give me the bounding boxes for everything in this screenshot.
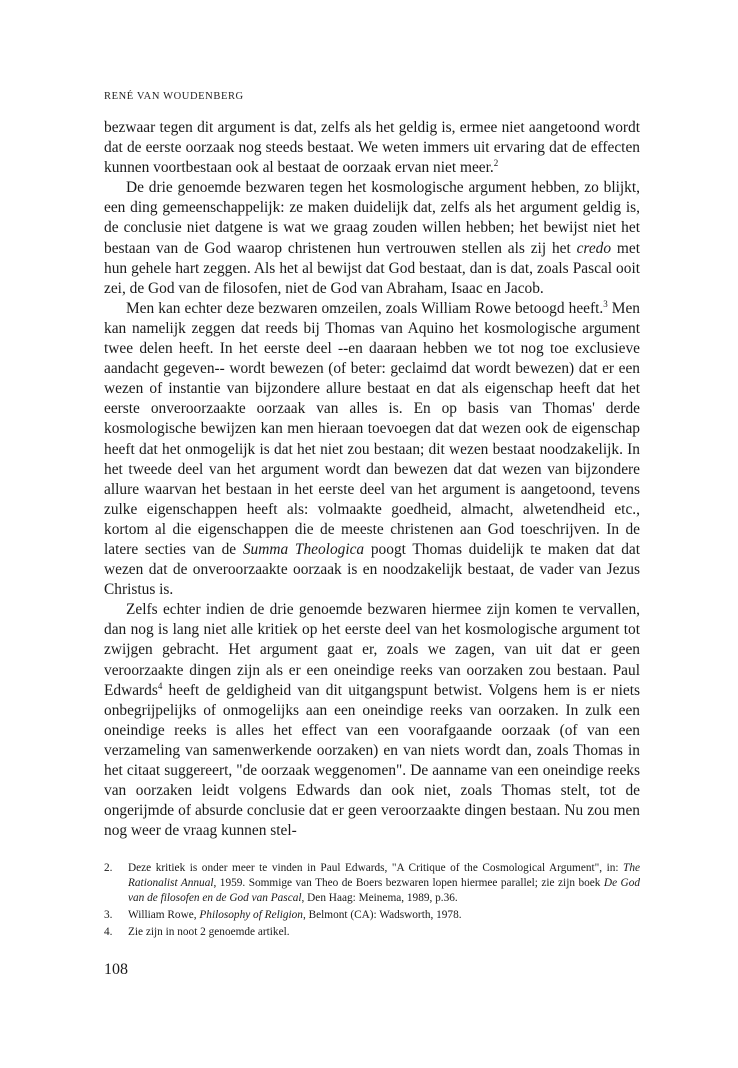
- paragraph-text: Men kan namelijk zeggen dat reeds bij Thomas van Aquino het kosmologische argument twee delen heeft. In het eerste deel --en daaraan hebben we tot nog toe exclusieve aandacht gegeven-- wordt bewezen (of beter: geclaimd dat wordt bewezen) dat er een wezen of instantie van bijzondere allure bestaat en dat als eigenschap heeft dat het eerste onveroorzaakte oorzaak van alles is. En op basis van Thomas' derde kosmologische bewijzen kan men hieraan toevoegen dat dat wezen ook de eigenschap heeft dat het onmogelijk is dat het niet zou bestaan; dit wezen bestaat noodzakelijk. In het tweede deel van het argument wordt dan bewezen dat dat wezen van bijzondere allure waarvan het bestaan in het eerste deel van het argument is aangetoond, tevens zulke eigenschappen heeft als: volmaakte goedheid, almacht, alwetendheid etc., kortom al die eigenschappen die de meeste christenen aan God toeschrijven. In de latere secties van de: [104, 299, 641, 558]
- paragraph-text: De drie genoemde bezwaren tegen het kosmologische argument hebben, zo blijkt, een ding gemeenschappelijk: ze maken duidelijk dat, zelfs als het argument geldig is, de conclusie niet datgene is wat we graag zouden willen hebben; het bewijst niet het bestaan van de God waarop christenen hun vertrouwen stellen als zij het: [104, 179, 640, 257]
- footnote-fragment: , Belmont (CA): Wadsworth, 1978.: [302, 909, 462, 921]
- footnote-ref-2[interactable]: 2: [493, 158, 499, 169]
- footnote-ref-4[interactable]: 4: [157, 680, 163, 691]
- footnote-fragment: Deze kritiek is onder meer te vinden in Paul Edwards, "A Critique of the Cosmological Argument", in:: [128, 862, 624, 874]
- paragraph-text: Men kan echter deze bezwaren omzeilen, zoals William Rowe betoogd heeft.: [126, 299, 604, 317]
- footnote-number: 2.: [104, 862, 113, 874]
- italic-title-summa: Summa Theologica: [242, 540, 365, 558]
- footnote-fragment: , Den Haag: Meinema, 1989, p.36.: [301, 892, 458, 904]
- paragraph-2: [104, 178, 640, 299]
- running-head: RENÉ VAN WOUDENBERG: [104, 91, 244, 102]
- footnote-italic: The Rationalist Annual: [128, 862, 640, 889]
- footnote-ref-3[interactable]: 3: [603, 298, 608, 309]
- footnote-fragment: Zie zijn in noot 2 genoemde artikel.: [128, 926, 290, 938]
- page-number: 108: [104, 961, 128, 978]
- footnote-4: [104, 925, 640, 940]
- footnote-text: [128, 908, 640, 923]
- body-text: [104, 118, 640, 841]
- paragraph-text: met hun gehele hart zeggen. Als het al bewijst dat God bestaat, dan is dat, zoals Pascal ooit zei, de God van de filosofen, niet de God van Abraham, Isaac en Jacob.: [104, 239, 640, 297]
- footnote-number: 4.: [104, 926, 113, 938]
- footnote-2: [104, 861, 640, 906]
- paragraph-text: heeft de geldigheid van dit uitgangspunt betwist. Volgens hem is er niets onbegrijpelijks of onmogelijks aan een oneindige reeks van oorzaken. In zulk een oneindige reeks is alles het effect van een voorafgaande oorzaak (of van een verzameling van samenwerkende oorzaken) en van niets wordt dan, zoals Thomas in het citaat suggereert, "de oorzaak weggenomen". De aanname van een oneindige reeks van oorzaken leidt volgens Edwards dan ook niet, zoals Thomas stelt, tot de ongerijmde of absurde conclusie dat er geen veroorzaakte dingen bestaan. Nu zou men nog weer de vraag kunnen stel-: [104, 681, 640, 840]
- paragraph-text: poogt Thomas duidelijk te maken dat dat wezen dat de onveroorzaakte oorzaak is en noodzakelijk bestaat, de vader van Jezus Christus is.: [104, 540, 641, 599]
- footnote-fragment: , 1959. Sommige van Theo de Boers bezwaren lopen hiermee parallel; zie zijn boek: [213, 877, 604, 889]
- italic-term-credo: credo: [576, 239, 612, 257]
- footnote-number: 3.: [104, 909, 113, 921]
- paragraph-1: [104, 118, 640, 178]
- footnote-fragment: William Rowe,: [128, 909, 200, 921]
- paragraph-4: [104, 600, 640, 841]
- paragraph-text: bezwaar tegen dit argument is dat, zelfs als het geldig is, ermee niet aangetoond wordt dat de eerste oorzaak nog steeds bestaat. We weten immers uit ervaring dat de effecten kunnen voortbestaan ook al bestaat de oorzaak ervan niet meer.: [104, 119, 640, 177]
- paragraph-text: Zelfs echter indien de drie genoemde bezwaren hiermee zijn komen te vervallen, dan nog is lang niet alle kritiek op het eerste deel van het kosmologische argument tot zwijgen gebracht. Het argument gaat er, zoals we zagen, van uit dat er geen veroorzaakte dingen zijn als er een oneindige reeks van oorzaken zou bestaan. Paul Edwards: [104, 601, 640, 699]
- footnote-3: [104, 908, 640, 923]
- footnote-italic: Philosophy of Religion: [199, 909, 303, 921]
- footnote-text: [128, 925, 640, 940]
- paragraph-3: [104, 299, 640, 600]
- footnote-italic: De God van de filosofen en de God van Pascal: [128, 877, 641, 904]
- footnote-text: [128, 861, 640, 906]
- footnotes: [104, 861, 640, 942]
